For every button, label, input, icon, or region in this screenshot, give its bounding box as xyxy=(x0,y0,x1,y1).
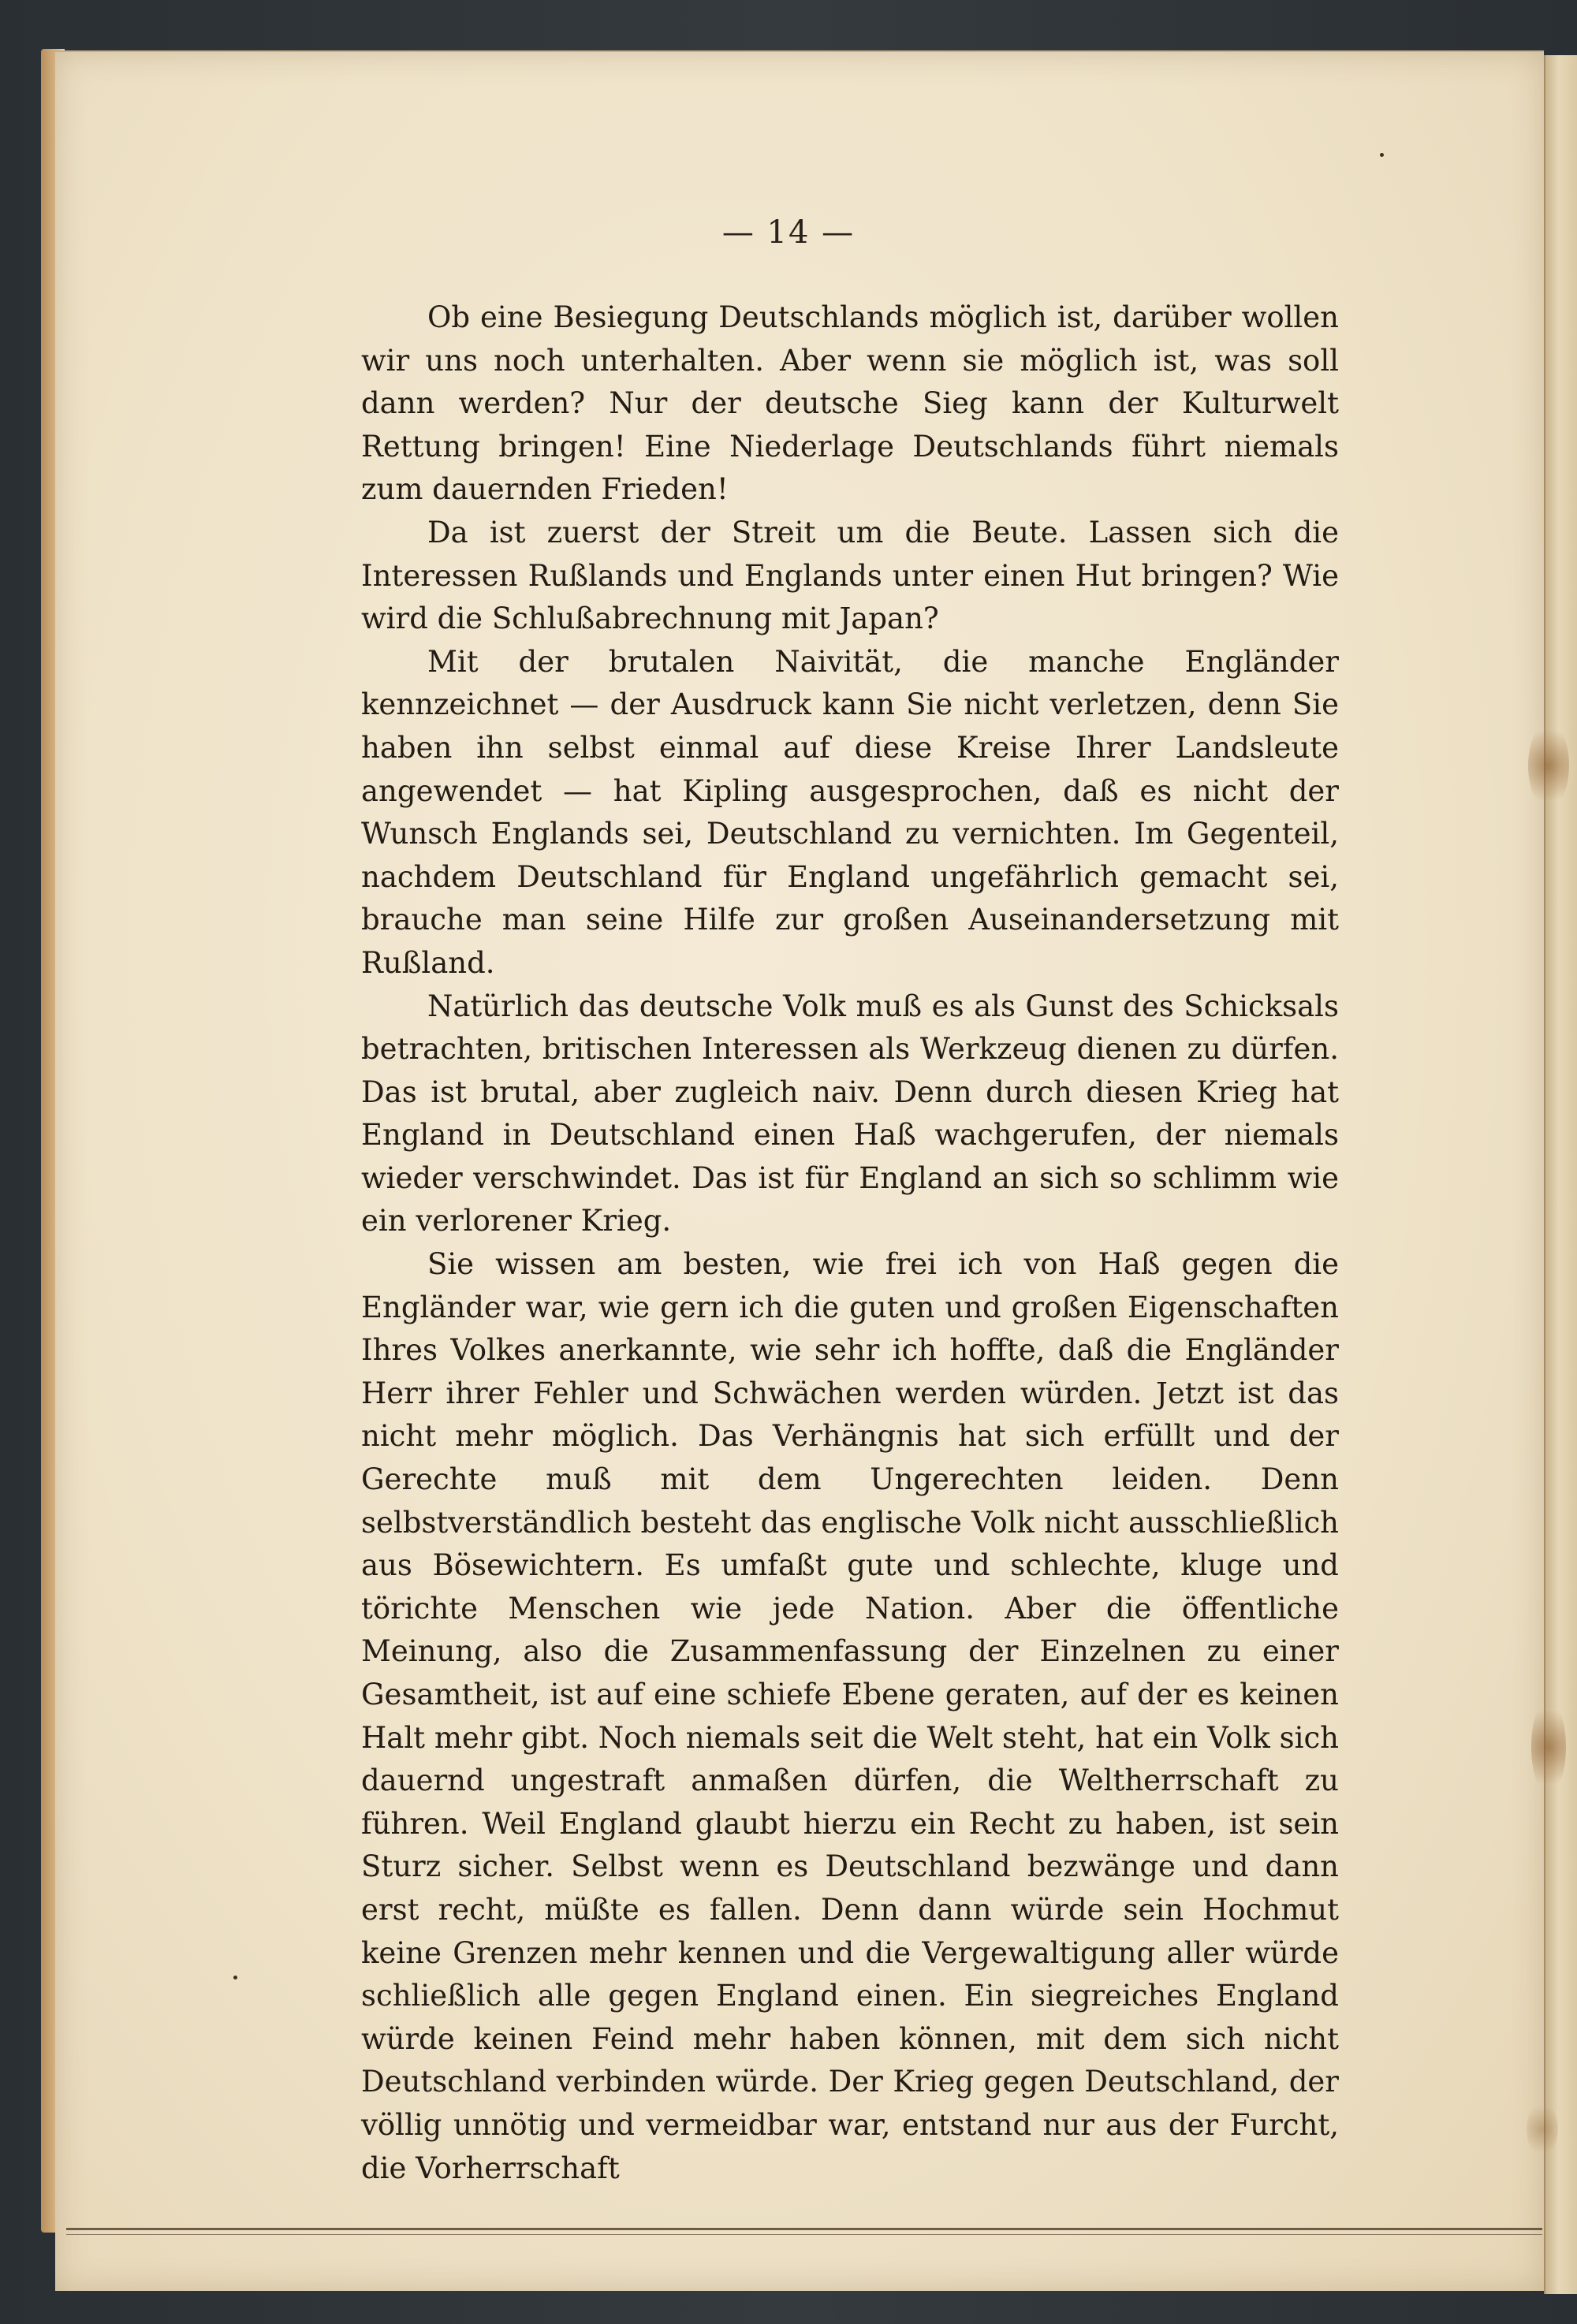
paragraph: Mit der brutalen Naivität, die manche Engländer kennzeichnet — der Ausdruck kann Sie nicht verletzen, denn Sie haben ihn selbst einmal auf diese Kreise Ihrer Landsleute angewendet — hat Kipling ausgesprochen, daß es nicht der Wunsch Englands sei, Deutschland zu vernichten. Im Gegenteil, nachdem Deutschland für England ungefährlich gemacht sei, brauche man seine Hilfe zur großen Auseinandersetzung mit Rußland. xyxy=(361,644,1339,980)
foxing-stain xyxy=(1531,1700,1566,1794)
ink-speck xyxy=(1380,153,1384,157)
paragraph: Sie wissen am besten, wie frei ich von Haß gegen die Engländer war, wie gern ich die guten und großen Eigenschaften Ihres Volkes anerkannte, wie sehr ich hoffte, daß die Engländer Herr ihrer Fehler und Schwächen werden würden. Jetzt ist das nicht mehr möglich. Das Verhängnis hat sich erfüllt und der Gerechte muß mit dem Ungerechten leiden. Denn selbstverständlich besteht das englische Volk nicht ausschließlich aus Bösewichtern. Es umfaßt gute und schlechte, kluge und törichte Menschen wie jede Nation. Aber die öffentliche Meinung, also die Zusammenfassung der Einzelnen zu einer Gesamtheit, ist auf eine schiefe Ebene geraten, auf der es keinen Halt mehr gibt. Noch niemals seit die Welt steht, hat ein Volk sich dauernd ungestraft anmaßen dürfen, die Weltherrschaft zu führen. Weil England glaubt hierzu ein Recht zu haben, ist sein Sturz sicher. Selbst wenn es Deutschland bezwänge und dann erst recht, müßte es fallen. Denn dann würde sein Hochmut keine Grenzen mehr kennen und die Vergewaltigung aller würde schließlich alle gegen England einen. Ein siegreiches England würde keinen Feind mehr haben können, mit dem sich nicht Deutschland verbinden würde. Der Krieg gegen Deutschland, der völlig unnötig und vermeidbar war, entstand nur aus der Furcht, die Vorherrschaft xyxy=(361,1247,1339,2185)
foxing-stain xyxy=(1528,722,1569,809)
bottom-rule xyxy=(66,2228,1542,2230)
ink-speck xyxy=(233,1976,237,1979)
next-page-edge xyxy=(1544,55,1577,2294)
body-text xyxy=(361,296,1339,2190)
bottom-rule-thin xyxy=(66,2234,1542,2235)
foxing-stain xyxy=(1527,2102,1558,2157)
page-number: — 14 — xyxy=(721,214,856,251)
paragraph: Natürlich das deutsche Volk muß es als Gunst des Schicksals betrachten, britischen Interessen als Werkzeug dienen zu dürfen. Das ist brutal, aber zugleich naiv. Denn durch diesen Krieg hat England in Deutschland einen Haß wachgerufen, der niemals wieder verschwindet. Das ist für England an sich so schlimm wie ein verlorener Krieg. xyxy=(361,989,1339,1238)
paragraph: Ob eine Besiegung Deutschlands möglich ist, darüber wollen wir uns noch unterhalten. Aber wenn sie möglich ist, was soll dann werden? Nur der deutsche Sieg kann der Kulturwelt Rettung bringen! Eine Niederlage Deutschlands führt niemals zum dauernden Frieden! xyxy=(361,300,1339,507)
paragraph: Da ist zuerst der Streit um die Beute. Lassen sich die Interessen Rußlands und Englands unter einen Hut bringen? Wie wird die Schlußabrechnung mit Japan? xyxy=(361,515,1339,636)
